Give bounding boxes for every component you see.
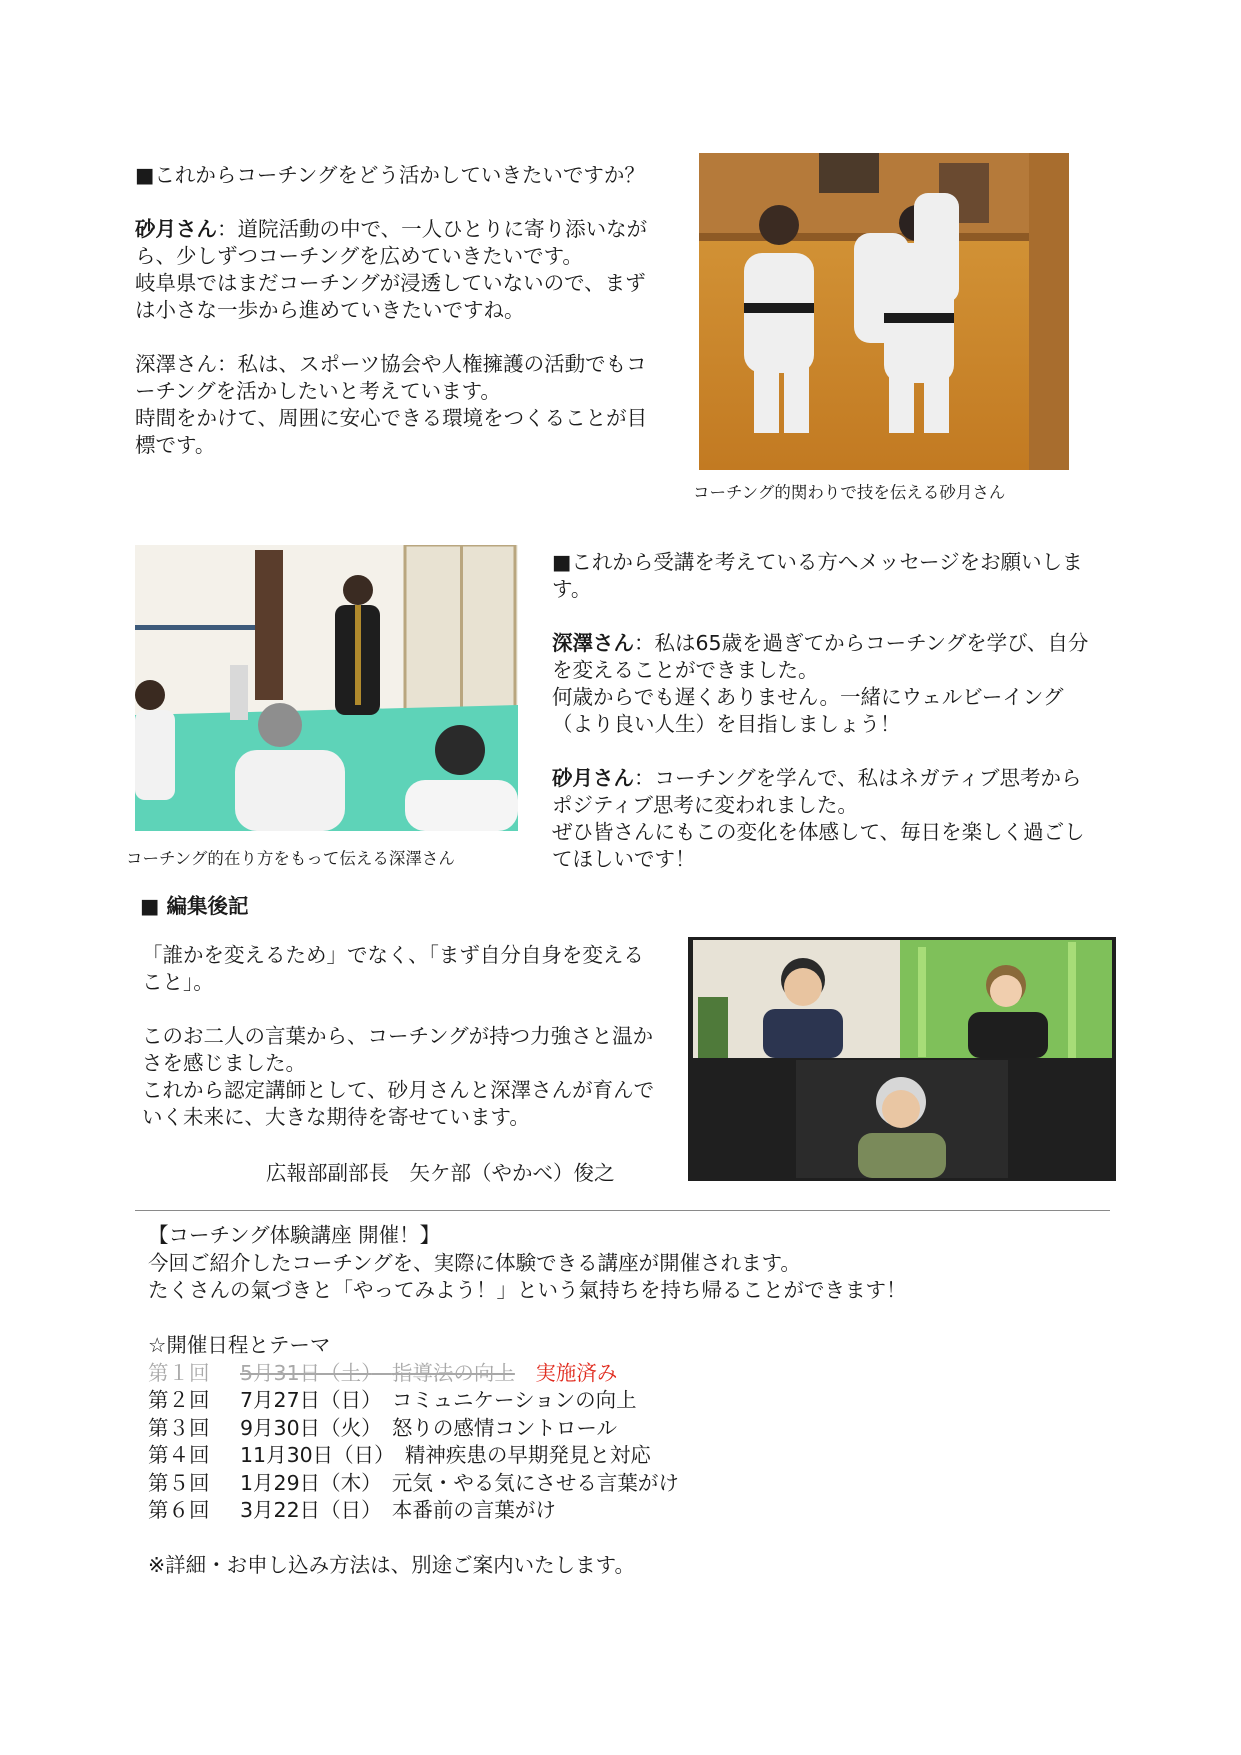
q2-answer-satsuki: [552, 765, 1097, 819]
editor-heading: ■ 編集後記: [140, 894, 249, 918]
q1-answer-fukasawa-text: ：私は、スポーツ協会や人権擁護の活動でもコーチングを活かしたいと考えています。: [135, 352, 647, 403]
course-line-1: 今回ご紹介したコーチングを、実際に体験できる講座が開催されます。: [148, 1250, 801, 1275]
editor-body: [142, 942, 657, 1131]
editor-paragraph-2: このお二人の言葉から、コーチングが持つ力強さと温かさを感じました。: [142, 1024, 654, 1075]
schedule-date: 9月30日（火）: [240, 1415, 372, 1440]
q2-heading: ■これから受講を考えている方へメッセージをお願いします。: [552, 550, 1083, 601]
karate-practice-photo: [699, 153, 1069, 470]
schedule-date: 7月27日（日）: [240, 1388, 372, 1412]
schedule-item: [148, 1470, 1108, 1498]
q1-answer-fukasawa-text2: 時間をかけて、周囲に安心できる環境をつくることが目標です。: [135, 406, 648, 457]
section-divider: [135, 1210, 1110, 1211]
q2-answer-fukasawa-text2: 何歳からでも遅くありません。一緒にウェルビーイング（より良い人生）を目指しましょう！: [552, 685, 1064, 736]
q2-answer-satsuki-name: 砂月さん: [552, 766, 634, 790]
q1-answer-satsuki: [135, 216, 655, 270]
q2-block: [552, 549, 1097, 873]
online-meeting-photo: [688, 937, 1116, 1181]
q2-answer-fukasawa-text: ：私は65歳を過ぎてからコーチングを学び、自分を変えることができました。: [552, 631, 1089, 682]
schedule-heading: ☆開催日程とテーマ: [148, 1333, 331, 1357]
q1-answer-satsuki-text2: 岐阜県ではまだコーチングが浸透していないので、まずは小さな一歩から進めていきたいですね。: [135, 271, 646, 322]
editor-signature: 広報部副部長 矢ケ部（やかべ）俊之: [266, 1161, 615, 1185]
schedule-no: 第３回: [148, 1415, 210, 1440]
schedule-item: [148, 1387, 1108, 1415]
q2-answer-satsuki-text2: ぜひ皆さんにもこの変化を体感して、毎日を楽しく過ごしてほしいです！: [552, 820, 1085, 871]
schedule-date: 1月29日（木）: [240, 1470, 372, 1495]
schedule-list: [148, 1360, 1108, 1525]
q1-answer-fukasawa: [135, 351, 655, 405]
course-note: ※詳細・お申し込み方法は、別途ご案内いたします。: [148, 1553, 636, 1577]
schedule-item: [148, 1360, 1108, 1388]
schedule-no: 第５回: [148, 1470, 210, 1495]
schedule-no: 第１回: [148, 1360, 210, 1385]
schedule-date: 5月31日（土）: [240, 1360, 372, 1385]
schedule-item: [148, 1415, 1108, 1443]
q2-answer-fukasawa-name: 深澤さん: [552, 631, 634, 655]
q2-answer-satsuki-text: ：コーチングを学んで、私はネガティブ思考からポジティブ思考に変われました。: [552, 766, 1082, 817]
schedule-theme: 怒りの感情コントロール: [391, 1415, 617, 1440]
q2-answer-fukasawa: [552, 630, 1097, 684]
course-title: 【コーチング体験講座 開催！】: [148, 1223, 441, 1247]
schedule-item: [148, 1497, 1108, 1525]
schedule-theme: 元気・やる気にさせる言葉がけ: [391, 1470, 679, 1495]
q1-answer-satsuki-name: 砂月さん: [135, 217, 217, 241]
q1-answer-fukasawa-name: 深澤さん: [135, 352, 217, 376]
course-line-2: たくさんの氣づきと「やってみよう！」という氣持ちを持ち帰ることができます！: [148, 1278, 907, 1302]
schedule-theme: コミュニケーションの向上: [391, 1388, 637, 1412]
q1-block: [135, 162, 655, 459]
schedule-no: 第４回: [148, 1443, 210, 1467]
q1-answer-satsuki-text: ：道院活動の中で、一人ひとりに寄り添いながら、少しずつコーチングを広めていきたいです。: [135, 217, 648, 268]
schedule-no: 第２回: [148, 1388, 210, 1412]
editor-paragraph-3: これから認定講師として、砂月さんと深澤さんが育んでいく未来に、大きな期待を寄せています。: [142, 1078, 655, 1129]
dojo-lecture-photo: [135, 545, 518, 831]
course-block: [148, 1222, 1108, 1580]
schedule-item-done: [148, 1361, 515, 1385]
editor-paragraph-1: 「誰かを変えるため」でなく、「まず自分自身を変えること」。: [142, 943, 644, 994]
schedule-date: 11月30日（日）: [240, 1443, 385, 1467]
schedule-item: [148, 1442, 1108, 1470]
schedule-date: 3月22日（日）: [240, 1498, 372, 1522]
schedule-theme: 本番前の言葉がけ: [391, 1498, 556, 1522]
photo2-caption: コーチング的在り方をもって伝える深澤さん: [126, 849, 455, 868]
photo1-caption: コーチング的関わりで技を伝える砂月さん: [693, 483, 1006, 502]
schedule-no: 第６回: [148, 1498, 210, 1522]
schedule-theme: 精神疾患の早期発見と対応: [404, 1443, 651, 1467]
schedule-status: 実施済み: [535, 1360, 618, 1385]
q1-heading: ■これからコーチングをどう活かしていきたいですか？: [135, 163, 645, 187]
schedule-theme: 指導法の向上: [391, 1360, 515, 1385]
